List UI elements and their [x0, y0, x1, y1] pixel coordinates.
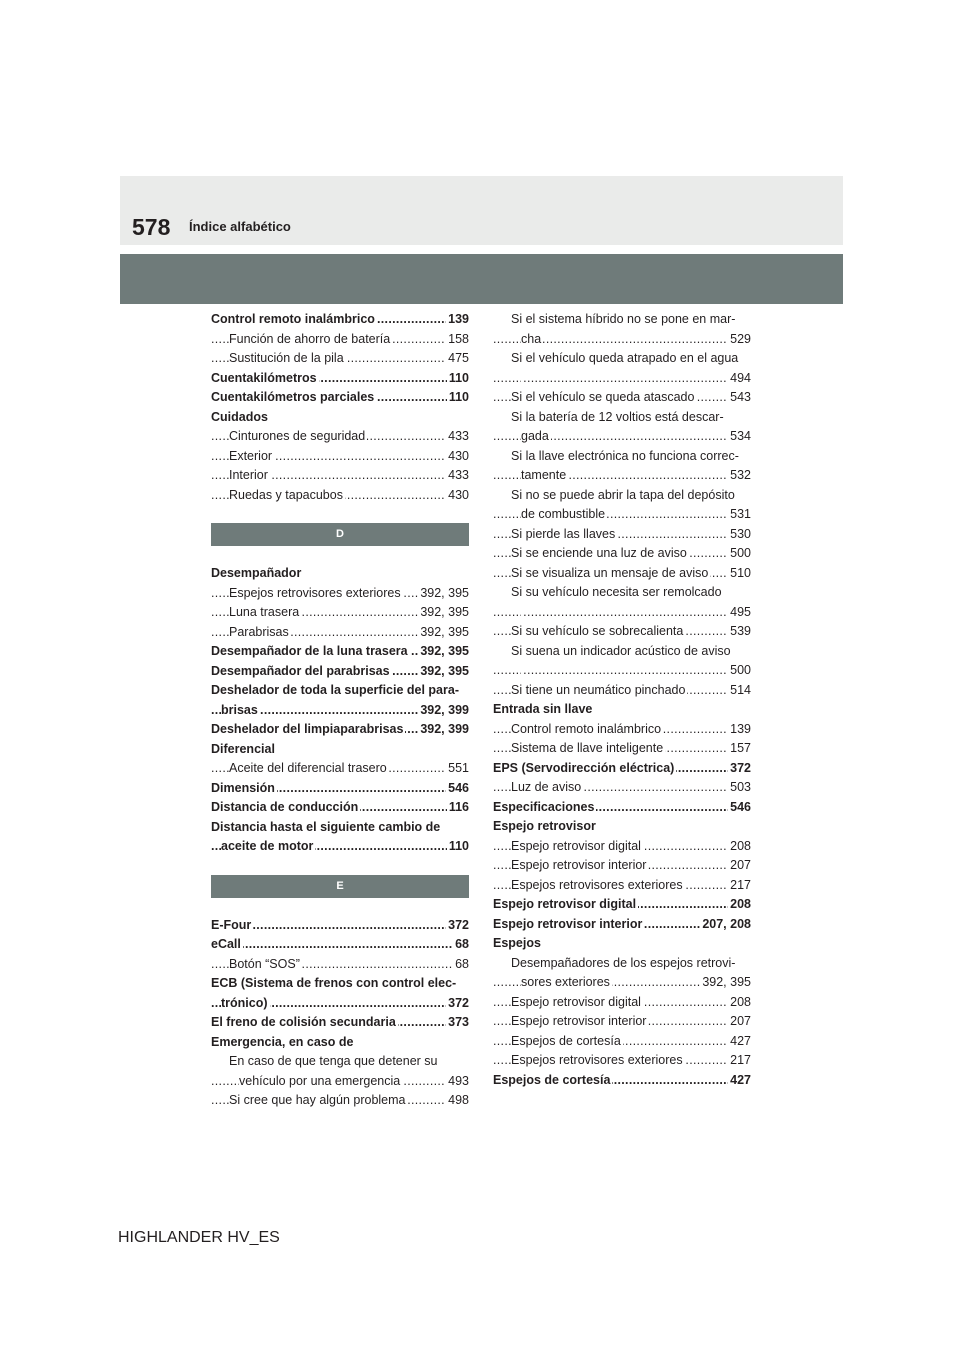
- index-entry: [211, 486, 469, 506]
- index-entry: [493, 505, 751, 525]
- index-entry: [493, 700, 751, 720]
- index-entry-page: 372: [446, 994, 469, 1014]
- index-entry: [211, 916, 469, 936]
- index-entry: [211, 466, 469, 486]
- index-entry-label: Espejo retrovisor: [493, 819, 596, 833]
- index-entry-page: 158: [446, 330, 469, 350]
- index-entry-page: 372: [728, 759, 751, 779]
- index-entry-label: Si el vehículo se queda atascado: [511, 390, 695, 404]
- index-entry: [493, 798, 751, 818]
- index-entry-label: Cuentakilómetros parciales: [211, 390, 375, 404]
- index-entry-label: Dimensión: [211, 780, 275, 795]
- index-entry-label: Desempañador: [211, 566, 302, 580]
- index-entry-label: Espejo retrovisor interior: [511, 858, 647, 872]
- index-entry-label: Cuidados: [211, 409, 268, 424]
- index-entry-label: Sistema de llave inteligente: [511, 741, 664, 755]
- index-entry: [493, 720, 751, 740]
- index-entry-label: Exterior: [229, 448, 273, 463]
- header-bar: [120, 254, 843, 304]
- index-entry-page: 68: [453, 955, 469, 975]
- index-entry: [493, 466, 751, 486]
- index-entry-label: Si la llave electrónica no funciona correc-: [511, 448, 739, 463]
- index-entry-label: Espejo retrovisor interior: [511, 1014, 647, 1028]
- index-entry-page: 433: [446, 427, 469, 447]
- index-column-left: [211, 310, 469, 1111]
- page-number: 578: [132, 214, 171, 240]
- index-entry: [211, 1091, 469, 1111]
- index-entry: [493, 486, 751, 506]
- index-entry-page: 207: [728, 1012, 751, 1032]
- index-entry: [211, 310, 469, 330]
- index-entry-label: Ruedas y tapacubos: [229, 487, 343, 502]
- index-entry: [211, 642, 469, 662]
- index-entry: [493, 681, 751, 701]
- index-entry: [211, 369, 469, 389]
- index-entry: [211, 330, 469, 350]
- index-entry-page: 427: [728, 1071, 751, 1091]
- index-entry-page: 392, 399: [418, 720, 469, 740]
- index-entry: [493, 408, 751, 428]
- index-entry-page: 546: [446, 779, 469, 799]
- index-entry-page: 157: [728, 739, 751, 759]
- index-entry-page: 392, 395: [418, 584, 469, 604]
- index-entry: [493, 564, 751, 584]
- index-entry: [493, 1032, 751, 1052]
- index-entry-page: 208: [728, 993, 751, 1013]
- index-entry-label: Si suena un indicador acústico de aviso: [511, 643, 731, 658]
- index-entry: [493, 934, 751, 954]
- index-entry: [211, 564, 469, 584]
- index-entry-page: 500: [728, 544, 751, 564]
- index-entry: [493, 778, 751, 798]
- index-group-d: [211, 564, 469, 857]
- index-entry-label: Deshelador de toda la superficie del para-: [211, 683, 459, 697]
- letter-divider-d: D: [211, 523, 469, 546]
- index-entry: [493, 973, 751, 993]
- index-entry-label: EPS (Servodirección eléctrica): [493, 760, 675, 775]
- index-entry-page: 514: [728, 681, 751, 701]
- index-entry-label: Espejo retrovisor digital: [493, 897, 637, 911]
- index-entry: [493, 544, 751, 564]
- index-entry-label: de combustible: [521, 507, 606, 521]
- index-entry-page: 532: [728, 466, 751, 486]
- index-entry: [211, 955, 469, 975]
- index-entry-page: 530: [728, 525, 751, 545]
- index-entry-page: 208: [728, 895, 751, 915]
- letter-divider-e: E: [211, 875, 469, 898]
- index-entry-label: ECB (Sistema de frenos con control elec-: [211, 976, 457, 990]
- index-entry: [211, 994, 469, 1014]
- index-entry-label: Espejos retrovisores exteriores: [511, 1053, 683, 1067]
- index-entry-page: 110: [447, 837, 469, 857]
- index-entry-label: Distancia de conducción: [211, 800, 359, 814]
- index-entry-label: Espejo retrovisor digital: [511, 994, 641, 1009]
- index-entry-page: 539: [728, 622, 751, 642]
- index-entry-page: 392, 399: [418, 701, 469, 721]
- index-entry-page: 546: [728, 798, 751, 818]
- index-entry-label: Si tiene un neumático pinchado: [511, 682, 686, 697]
- index-entry: [211, 720, 469, 740]
- index-entry-label: Si el vehículo queda atrapado en el agua: [511, 351, 739, 365]
- index-entry-page: 430: [446, 486, 469, 506]
- index-entry-page: 110: [447, 369, 469, 389]
- index-group-e: [211, 916, 469, 1111]
- index-entry: [493, 1012, 751, 1032]
- index-entry-label: Luna trasera: [229, 605, 300, 619]
- index-entry-label: Si pierde las llaves: [511, 526, 616, 541]
- index-entry-page: 116: [447, 798, 469, 818]
- index-entry-page: 110: [447, 388, 469, 408]
- index-entry: [211, 1013, 469, 1033]
- index-entry-label: [521, 663, 523, 677]
- index-entry-label: tamente: [521, 468, 567, 482]
- index-group-right: [493, 310, 751, 1090]
- index-entry-label: Parabrisas: [229, 624, 289, 639]
- index-entry-label: Desempañadores de los espejos retrovi-: [511, 955, 736, 970]
- index-entry: [211, 974, 469, 994]
- index-entry: [493, 837, 751, 857]
- index-entry-page: 494: [728, 369, 751, 389]
- index-entry-label: Si la batería de 12 voltios está descar-: [511, 409, 724, 424]
- index-entry: [493, 954, 751, 974]
- index-entry: [493, 915, 751, 935]
- index-entry: [211, 427, 469, 447]
- index-entry-label: aceite de motor: [221, 839, 314, 853]
- index-entry-label: Desempañador de la luna trasera: [211, 644, 408, 658]
- index-entry-label: El freno de colisión secundaria: [211, 1015, 396, 1029]
- index-entry: [211, 1072, 469, 1092]
- index-entry: [493, 525, 751, 545]
- index-entry-page: 207, 208: [700, 915, 751, 935]
- index-entry-page: 427: [728, 1032, 751, 1052]
- index-entry-page: 493: [446, 1072, 469, 1092]
- index-entry-label: Si su vehículo se sobrecalienta: [511, 624, 684, 638]
- index-entry: [211, 349, 469, 369]
- index-entry-label: Espejos de cortesía: [493, 1072, 611, 1087]
- index-entry: [211, 740, 469, 760]
- index-entry-page: 139: [446, 310, 469, 330]
- index-entry-label: [521, 371, 523, 385]
- index-entry-page: 430: [446, 447, 469, 467]
- index-entry-label: Emergencia, en caso de: [211, 1034, 354, 1049]
- index-entry: [493, 427, 751, 447]
- index-entry-page: 531: [728, 505, 751, 525]
- index-entry-label: Botón “SOS”: [229, 956, 300, 971]
- index-entry: [211, 1052, 469, 1072]
- index-entry-label: Luz de aviso: [511, 780, 582, 794]
- index-entry-label: Entrada sin llave: [493, 702, 593, 716]
- index-entry-page: 217: [728, 1051, 751, 1071]
- index-entry: [493, 583, 751, 603]
- index-entry-page: 529: [728, 330, 751, 350]
- index-entry-label: Si se enciende una luz de aviso: [511, 546, 687, 560]
- index-entry-page: 543: [728, 388, 751, 408]
- index-entry: [493, 661, 751, 681]
- index-entry-label: Distancia hasta el siguiente cambio de: [211, 819, 441, 834]
- index-entry-label: Espejos de cortesía: [511, 1033, 621, 1048]
- index-entry-label: [521, 605, 523, 619]
- index-entry-label: Sustitución de la pila: [229, 351, 344, 365]
- index-entry-label: gada: [521, 429, 549, 443]
- index-entry: [211, 584, 469, 604]
- index-entry-label: Espejo retrovisor digital: [511, 838, 641, 853]
- index-entry-page: 139: [728, 720, 751, 740]
- index-entry-page: 392, 395: [418, 603, 469, 623]
- index-entry-label: Desempañador del parabrisas: [211, 663, 390, 678]
- index-entry: [493, 642, 751, 662]
- index-entry-label: eCall: [211, 937, 241, 951]
- index-entry-page: 495: [728, 603, 751, 623]
- index-entry-page: 217: [728, 876, 751, 896]
- index-group-c: [211, 310, 469, 505]
- index-entry-label: sores exteriores: [521, 975, 610, 989]
- index-entry: [211, 779, 469, 799]
- index-entry: [211, 818, 469, 838]
- index-entry: [211, 681, 469, 701]
- index-entry: [493, 817, 751, 837]
- index-entry: [493, 349, 751, 369]
- index-entry-label: Si se visualiza un mensaje de aviso: [511, 565, 709, 580]
- index-entry: [493, 856, 751, 876]
- index-entry-page: 498: [446, 1091, 469, 1111]
- index-entry: [493, 330, 751, 350]
- index-entry-label: Espejos: [493, 936, 541, 950]
- index-entry: [493, 1051, 751, 1071]
- index-entry: [493, 369, 751, 389]
- index-entry-page: 392, 395: [700, 973, 751, 993]
- index-entry-label: Si el sistema híbrido no se pone en mar-: [511, 312, 736, 326]
- index-entry: [211, 1033, 469, 1053]
- index-entry-page: 475: [446, 349, 469, 369]
- index-entry: [493, 447, 751, 467]
- index-entry: [211, 408, 469, 428]
- index-entry-page: 551: [446, 759, 469, 779]
- index-entry-label: Aceite del diferencial trasero: [229, 761, 387, 775]
- index-entry-label: Cuentakilómetros: [211, 370, 317, 385]
- index-entry-label: Deshelador del limpiaparabrisas: [211, 722, 404, 736]
- index-entry: [493, 759, 751, 779]
- index-entry: [211, 388, 469, 408]
- index-entry-label: Especificaciones: [493, 799, 595, 814]
- index-entry: [493, 993, 751, 1013]
- index-entry-label: trónico): [221, 995, 268, 1010]
- index-entry-page: 392, 395: [418, 623, 469, 643]
- index-entry: [493, 388, 751, 408]
- index-entry-page: 373: [446, 1013, 469, 1033]
- index-entry-label: Función de ahorro de batería: [229, 331, 391, 346]
- index-entry-label: Espejos retrovisores exteriores: [229, 585, 401, 600]
- index-entry-label: Espejo retrovisor interior: [493, 916, 643, 931]
- index-entry: [493, 895, 751, 915]
- index-entry-page: 372: [446, 916, 469, 936]
- index-entry: [211, 798, 469, 818]
- index-entry-page: 208: [728, 837, 751, 857]
- index-entry: [493, 310, 751, 330]
- index-entry: [493, 622, 751, 642]
- index-entry: [493, 739, 751, 759]
- index-entry: [211, 701, 469, 721]
- index-entry-page: 510: [728, 564, 751, 584]
- index-column-right: [493, 310, 751, 1090]
- index-entry: [211, 447, 469, 467]
- index-entry-page: 68: [453, 935, 469, 955]
- index-entry-label: Interior: [229, 468, 268, 482]
- index-entry-label: Control remoto inalámbrico: [211, 312, 375, 326]
- index-entry-label: brisas: [221, 702, 258, 717]
- index-entry-label: cha: [521, 331, 542, 346]
- index-entry: [211, 935, 469, 955]
- index-entry: [493, 1071, 751, 1091]
- index-entry: [211, 603, 469, 623]
- index-entry-label: vehículo por una emergencia: [239, 1073, 401, 1088]
- index-entry-label: Si su vehículo necesita ser remolcado: [511, 585, 722, 599]
- index-entry-label: Control remoto inalámbrico: [511, 721, 662, 736]
- index-entry-label: Cinturones de seguridad: [229, 429, 366, 443]
- index-entry-page: 207: [728, 856, 751, 876]
- index-entry: [493, 603, 751, 623]
- index-entry-page: 433: [446, 466, 469, 486]
- index-entry-label: Si no se puede abrir la tapa del depósito: [511, 487, 735, 502]
- index-entry: [493, 876, 751, 896]
- index-entry-page: 503: [728, 778, 751, 798]
- index-entry-label: En caso de que tenga que detener su: [229, 1054, 438, 1068]
- index-entry-label: Diferencial: [211, 741, 275, 756]
- index-entry-label: Si cree que hay algún problema: [229, 1093, 406, 1107]
- index-entry: [211, 623, 469, 643]
- index-entry: [211, 759, 469, 779]
- index-entry-page: 500: [728, 661, 751, 681]
- index-entry-page: 392, 395: [418, 642, 469, 662]
- section-title: Índice alfabético: [189, 219, 291, 234]
- index-entry-page: 392, 395: [418, 662, 469, 682]
- index-entry: [211, 662, 469, 682]
- index-entry: [211, 837, 469, 857]
- index-entry-page: 534: [728, 427, 751, 447]
- footer-model: HIGHLANDER HV_ES: [118, 1229, 280, 1246]
- index-entry-label: E-Four: [211, 917, 252, 932]
- index-entry-label: Espejos retrovisores exteriores: [511, 877, 683, 892]
